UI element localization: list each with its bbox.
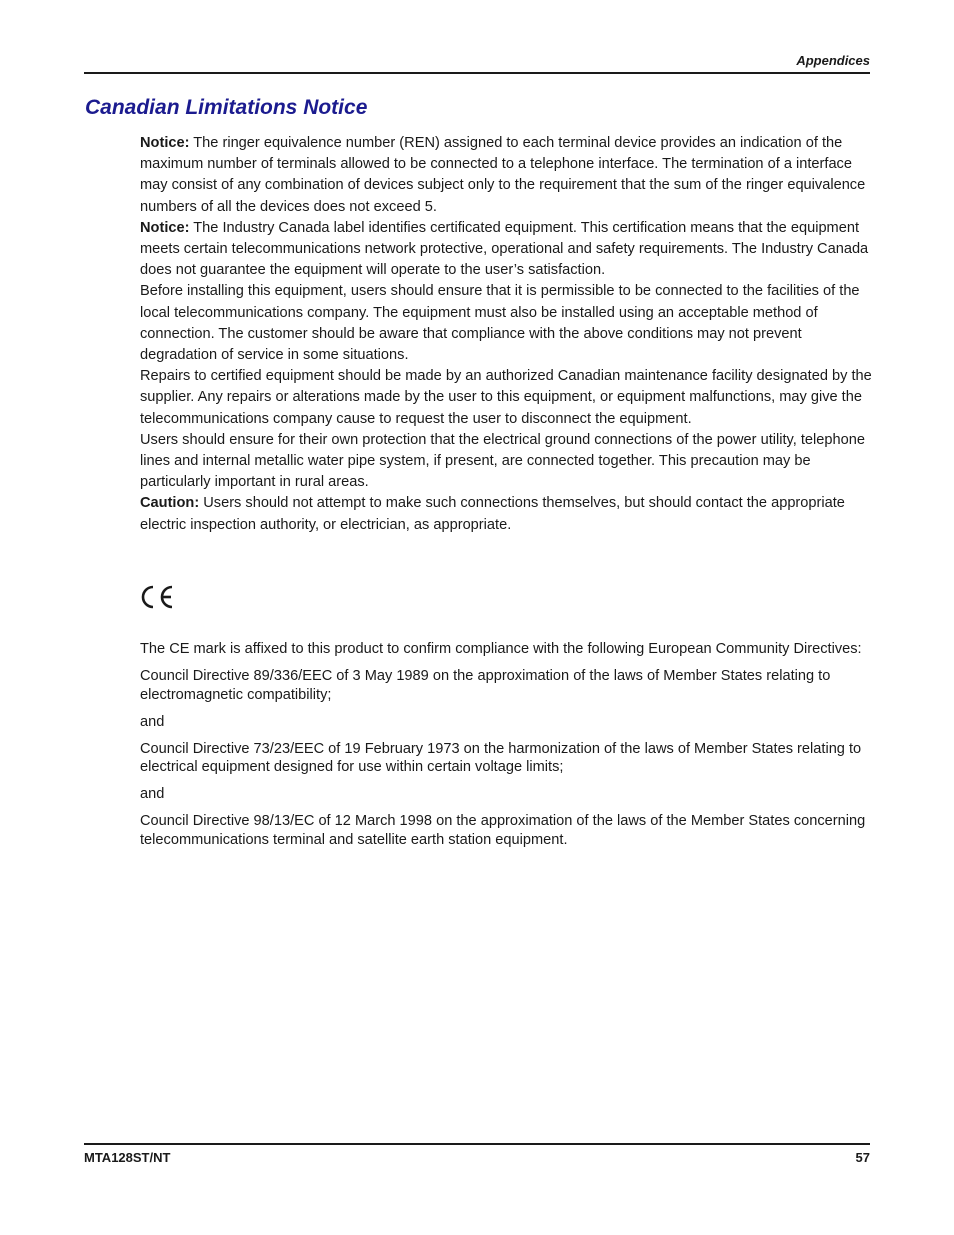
notice-paragraph-ren-continued: maximum number of terminals allowed to be connected to a telephone interface. The termination of a interface may consist of any combination of devices subject only to the requirement that the sum of the ringer equivalence numbers of all the devices does not exceed 5.	[140, 156, 866, 215]
ce-directive-low-voltage: Council Directive 73/23/EEC of 19 February 1973 on the harmonization of the laws of Member States relating to electrical equipment designed for use within certain voltage limits;	[140, 740, 862, 775]
caution-label: Caution:	[140, 495, 200, 512]
notice-text: The ringer equivalence number (REN) assigned to each terminal device provides an indication of the	[189, 135, 843, 151]
notice-paragraph-ren	[140, 133, 872, 154]
notice-label: Notice:	[140, 135, 190, 151]
page-header	[84, 50, 870, 74]
ce-mark-icon	[140, 584, 176, 610]
installation-paragraph: Before installing this equipment, users should ensure that it is permissible to be connected to the facilities of the local telecommunications company. The equipment must also be installed using an acceptable method of connection. The customer should be aware that compliance with the above conditions may not prevent degradation of service in some situations.	[140, 283, 860, 364]
header-section-name: Appendices	[796, 53, 870, 68]
footer-page-number: 57	[855, 1150, 870, 1165]
ce-conjunction: and	[140, 713, 165, 730]
notice-paragraph-label	[140, 218, 872, 282]
notice-label: Notice:	[140, 219, 190, 236]
notice-text: The Industry Canada label identifies certificated equipment. This certification means that the equipment meets certain telecommunications network protective, operational and safety requirements. The Industry Canada does not guarantee the equipment will operate to the user’s satisfaction.	[140, 219, 869, 279]
repairs-paragraph: Repairs to certified equipment should be made by an authorized Canadian maintenance facility designated by the supplier. Any repairs or alterations made by the user to this equipment, or equipment malfunctions, may give the telecommunications company cause to request the user to disconnect the equipment.	[140, 368, 872, 427]
footer-product-name: MTA128ST/NT	[84, 1150, 171, 1165]
ce-directive-telecom: Council Directive 98/13/EC of 12 March 1998 on the approximation of the laws of the Member States concerning telecommunications terminal and satellite earth station equipment.	[140, 813, 866, 848]
notice-body	[140, 133, 872, 536]
caution-text: Users should not attempt to make such connections themselves, but should contact the appropriate electric inspection authority, or electrician, as appropriate.	[140, 495, 845, 533]
caution-paragraph	[140, 493, 872, 535]
page-footer	[84, 1143, 870, 1169]
section-title: Canadian Limitations Notice	[85, 96, 368, 119]
ce-directive-emc: Council Directive 89/336/EEC of 3 May 1989 on the approximation of the laws of Member States relating to electromagnetic compatibility;	[140, 668, 831, 703]
ce-conjunction: and	[140, 786, 165, 802]
ce-compliance-section	[140, 640, 880, 858]
grounding-paragraph: Users should ensure for their own protection that the electrical ground connections of the power utility, telephone lines and internal metallic water pipe system, if present, are connected together. This precaution may be particularly important in rural areas.	[140, 431, 865, 491]
ce-intro: The CE mark is affixed to this product to confirm compliance with the following European Community Directives:	[140, 641, 862, 657]
